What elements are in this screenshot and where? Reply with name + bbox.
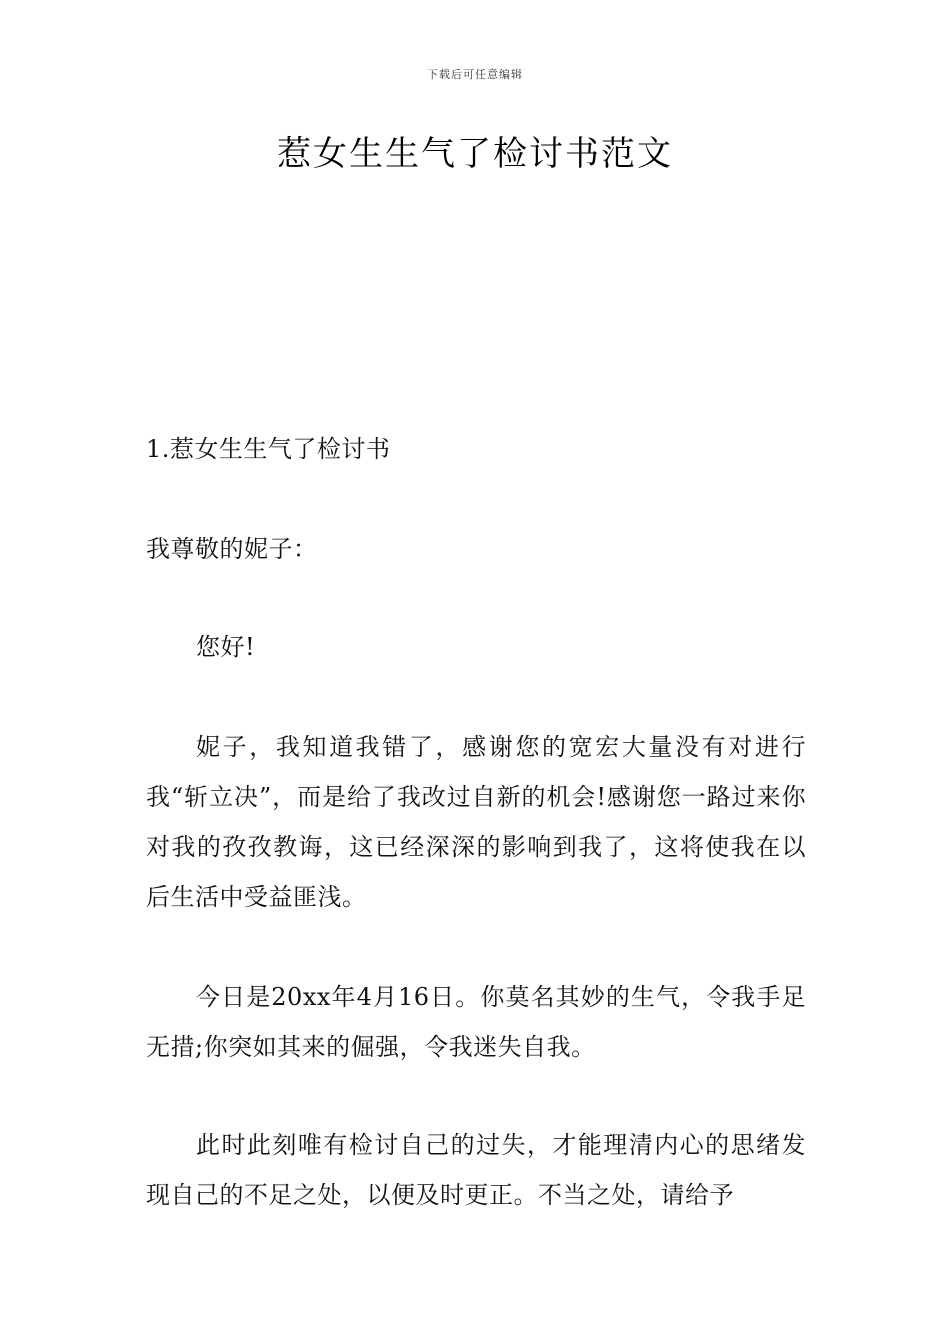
- paragraph-apology: 妮子，我知道我错了，感谢您的宽宏大量没有对进行我“斩立决”，而是给了我改过自新的机会!感谢您一路过来你对我的孜孜教诲，这已经深深的影响到我了，这将使我在以后生活中受益匪浅。: [146, 733, 806, 911]
- header-note: 下载后可任意编辑: [427, 68, 523, 81]
- salutation: 我尊敬的妮子：: [146, 535, 318, 563]
- paragraph-reflection: 此时此刻唯有检讨自己的过失，才能理清内心的思绪发现自己的不足之处，以便及时更正。不当之处，请给予: [146, 1131, 806, 1209]
- paragraph-date: 今日是20xx年4月16日。你莫名其妙的生气，令我手足无措;你突如其来的倔强，令我迷失自我。: [146, 983, 806, 1061]
- greeting: 您好!: [196, 633, 256, 661]
- document-title: 惹女生生气了检讨书范文: [277, 134, 673, 174]
- section-heading: 1.惹女生生气了检讨书: [146, 435, 391, 463]
